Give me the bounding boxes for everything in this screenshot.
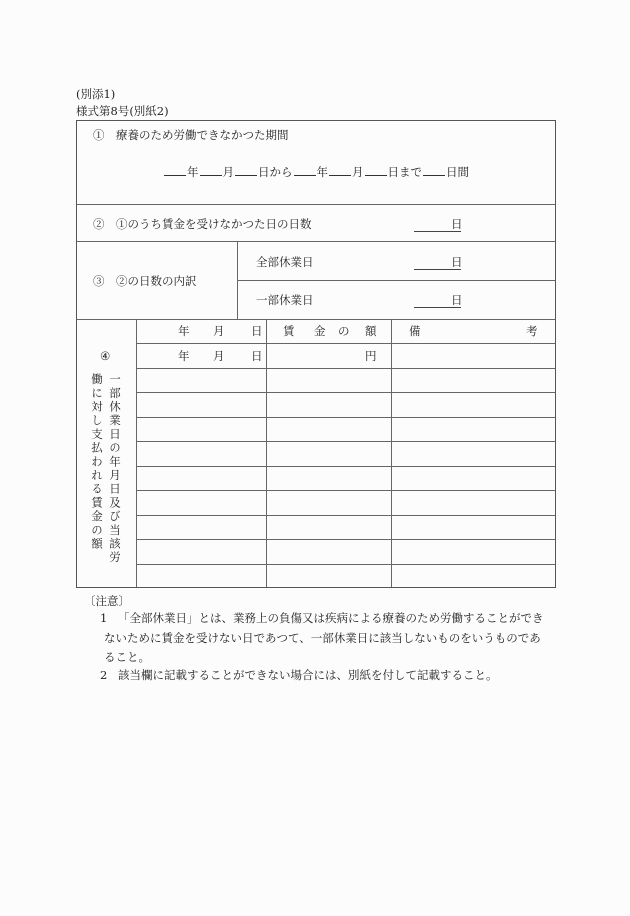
col-header-remarks-2: 考 [526, 324, 538, 338]
section2-unit: 日 [451, 217, 463, 231]
form-number: 様式第8号(別紙2) [76, 104, 169, 118]
row-divider [136, 539, 555, 540]
col-header-amount-3: の [338, 324, 350, 338]
days-blank-unpaid[interactable] [414, 231, 461, 232]
section4-label-col2: 働に対し支払われる賃金の額 [90, 373, 104, 552]
blank-end-year[interactable] [294, 165, 316, 176]
unit-day-from: 日から [258, 165, 293, 179]
col-header-remarks-1: 備 [409, 324, 421, 338]
row1-day: 日 [251, 349, 263, 363]
section4-number: ④ [100, 349, 111, 363]
note-2-number: 2 [100, 668, 108, 682]
note-1-line-1: 「全部休業日」とは、業務上の負傷又は疾病による療養のため労働することができ [118, 611, 544, 625]
row-divider [136, 441, 555, 442]
row-divider [136, 392, 555, 393]
note-1-line-3: ること。 [104, 650, 150, 664]
note-1-number: 1 [100, 611, 108, 625]
section1-label: ① 療養のため労働できなかつた期間 [93, 128, 289, 142]
unit-month: 月 [222, 165, 234, 179]
section3-label: ③ ②の日数の内訳 [93, 274, 197, 288]
attachment-label: (別添1) [76, 87, 116, 101]
unit-year: 年 [316, 165, 328, 179]
days-blank-partial[interactable] [414, 307, 461, 308]
divider [77, 319, 555, 320]
unit-month: 月 [352, 165, 364, 179]
unit-day-until: 日まで [387, 165, 422, 179]
unit-year: 年 [187, 165, 199, 179]
row-divider [136, 368, 555, 369]
col-header-amount-1: 賃 [283, 324, 295, 338]
days-blank-full[interactable] [414, 269, 461, 270]
divider [77, 204, 555, 205]
note-2-line-1: 該当欄に記載することができない場合には、別紙を付して記載すること。 [118, 668, 498, 682]
row-divider [136, 515, 555, 516]
blank-start-year[interactable] [164, 165, 186, 176]
col-header-amount-2: 金 [314, 324, 326, 338]
blank-end-day[interactable] [365, 165, 387, 176]
notes-title: 〔注意〕 [84, 594, 130, 608]
row-divider [136, 564, 555, 565]
col-header-amount-4: 額 [365, 324, 377, 338]
partial-absence-unit: 日 [451, 293, 463, 307]
unit-days: 日間 [446, 165, 469, 179]
divider [266, 319, 267, 587]
full-absence-unit: 日 [451, 255, 463, 269]
period-field[interactable] [163, 165, 469, 179]
section4-label-col1: 一部休業日の年月日及び当該労 [108, 373, 122, 565]
row1-year: 年 [178, 349, 190, 363]
divider [136, 319, 137, 587]
form-table [76, 120, 556, 588]
divider [77, 241, 555, 242]
blank-end-month[interactable] [329, 165, 351, 176]
row-divider [136, 417, 555, 418]
blank-total-days[interactable] [423, 165, 445, 176]
partial-absence-label: 一部休業日 [256, 293, 314, 307]
row1-yen: 円 [365, 349, 377, 363]
row-divider [136, 490, 555, 491]
col-header-month: 月 [213, 324, 225, 338]
note-1-line-2: ないために賃金を受けない日であつて、一部休業日に該当しないものをいうものであ [104, 631, 541, 645]
divider [237, 280, 555, 281]
row-divider [136, 343, 555, 344]
divider [391, 319, 392, 587]
section2-label: ② ①のうち賃金を受けなかつた日の日数 [93, 217, 312, 231]
blank-start-month[interactable] [200, 165, 222, 176]
row1-month: 月 [213, 349, 225, 363]
col-header-day: 日 [251, 324, 263, 338]
row-divider [136, 466, 555, 467]
blank-start-day[interactable] [235, 165, 257, 176]
col-header-year: 年 [178, 324, 190, 338]
full-absence-label: 全部休業日 [256, 255, 314, 269]
